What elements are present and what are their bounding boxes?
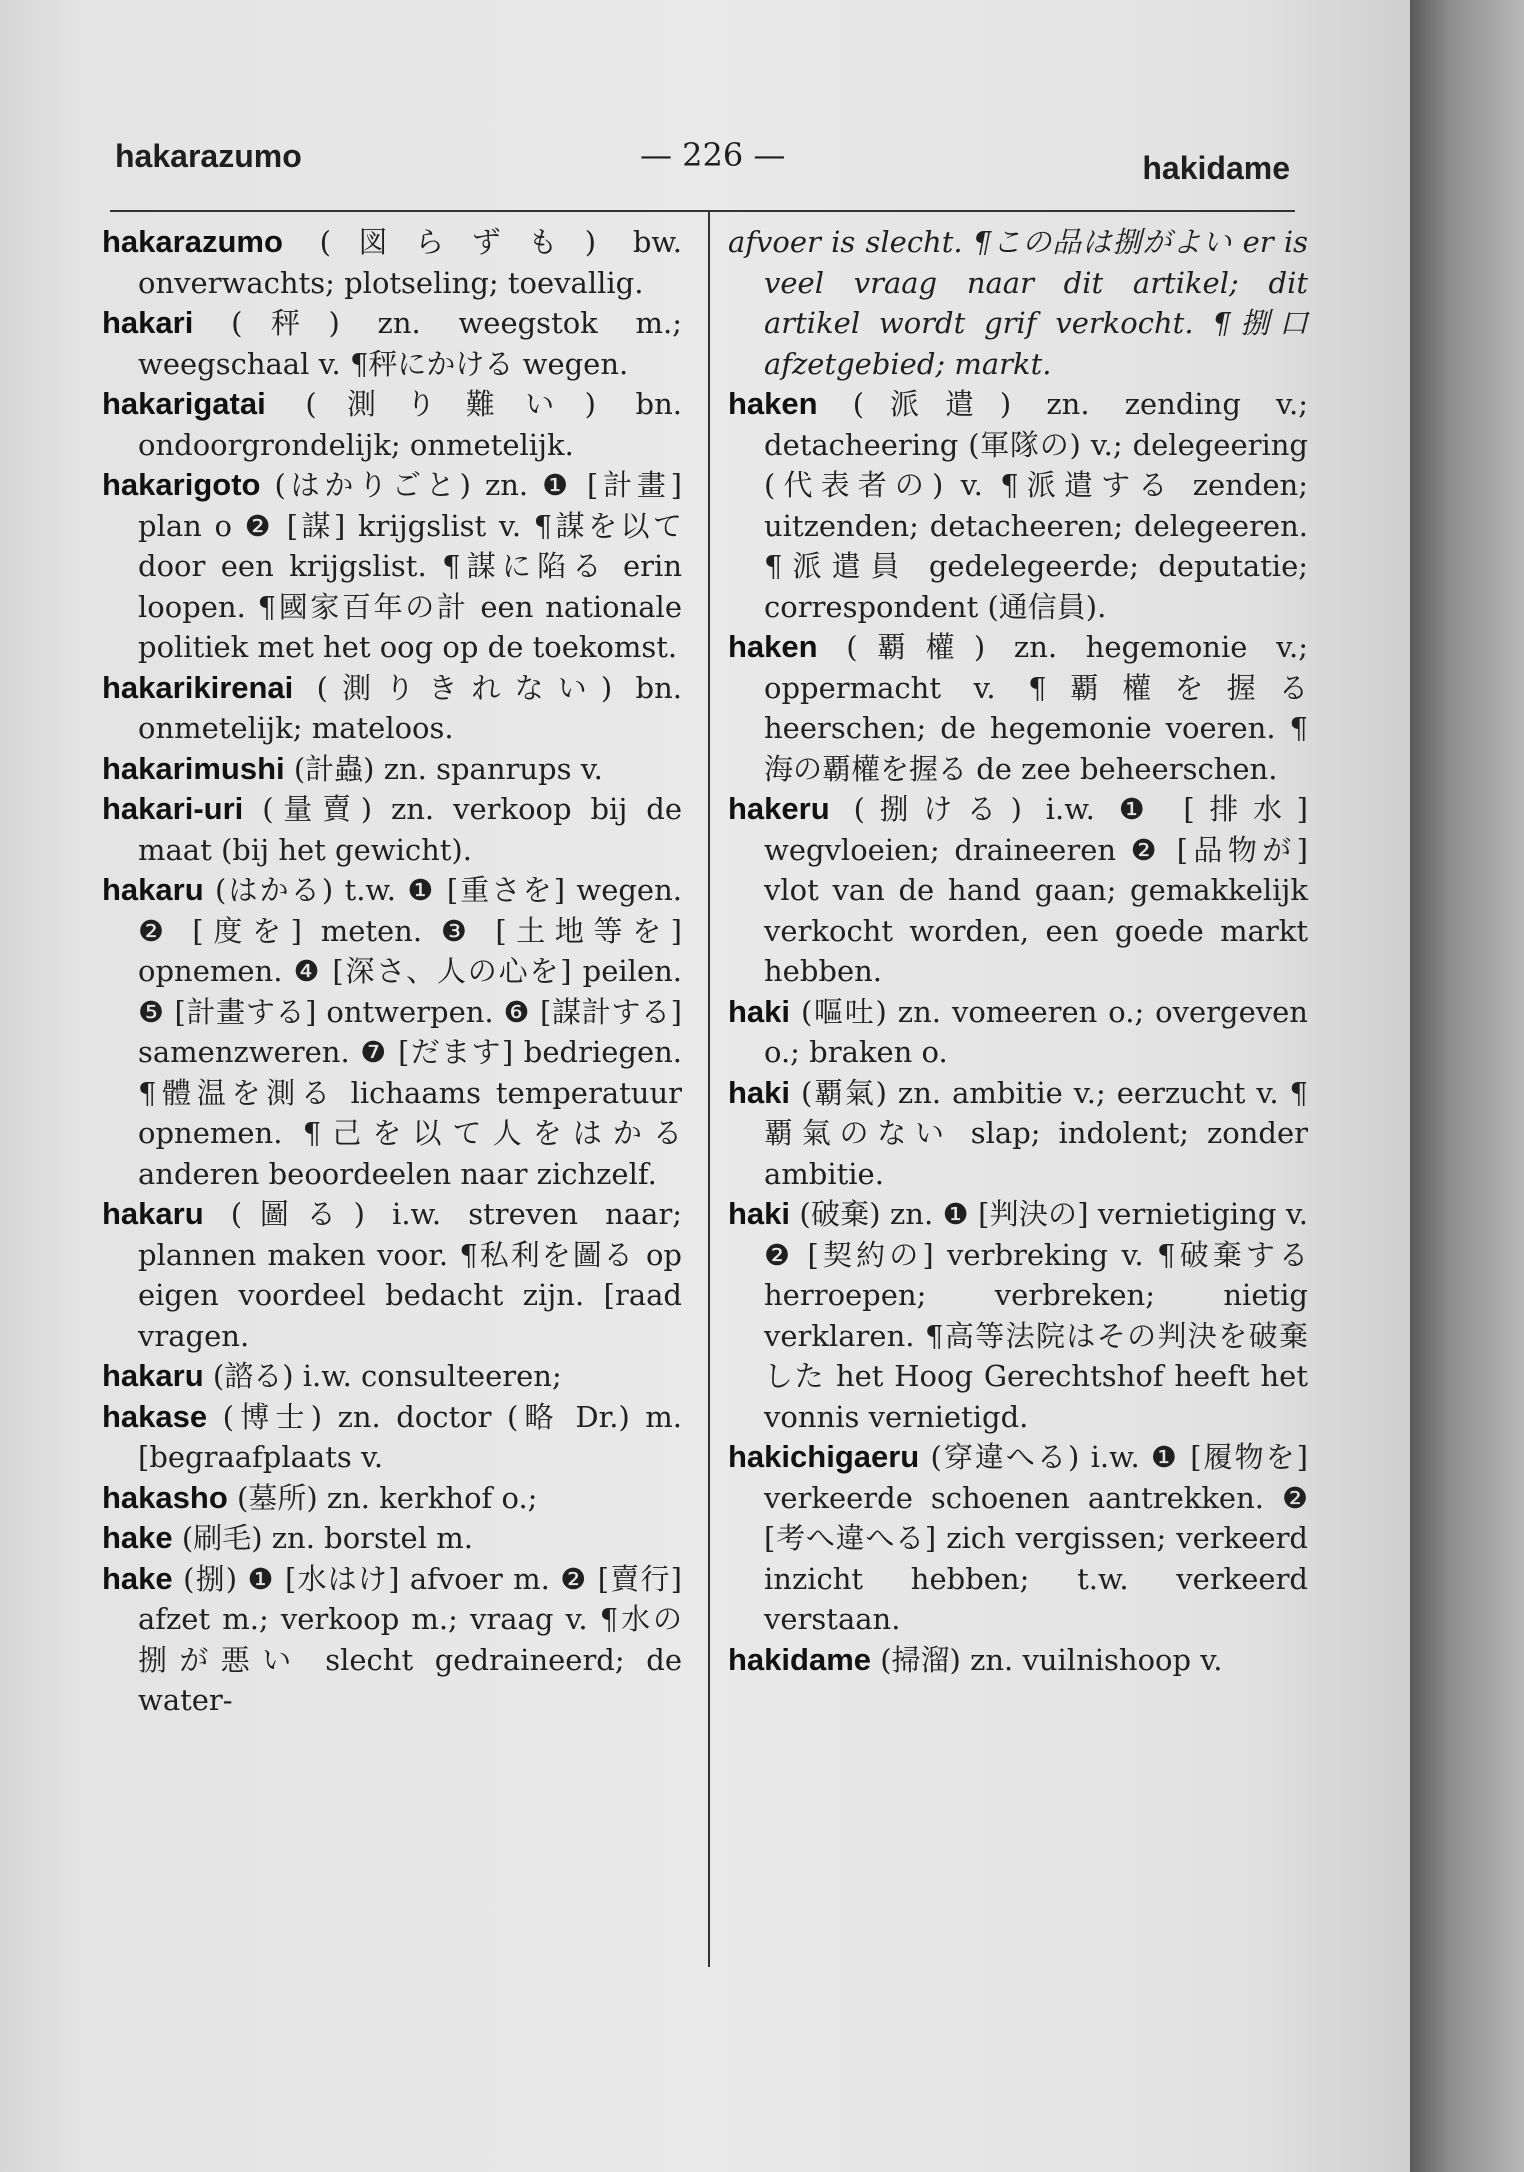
entry-definition: (諮る) i.w. consulteeren; [203,1359,562,1393]
dictionary-entry [102,1518,682,1559]
dictionary-entry [728,789,1308,992]
column-divider [708,212,710,1967]
entry-definition: (墓所) zn. kerkhof o.; [227,1480,538,1515]
entry-headword: hakarimushi [102,750,285,786]
dictionary-entry [102,384,682,465]
entry-headword: hakichigaeru [728,1439,920,1474]
right-column [728,222,1308,1680]
entry-definition: (覇氣) zn. ambitie v.; eerzucht v. ¶覇氣のない slap; indolent; zonder ambitie. [764,1075,1308,1191]
entry-headword: hake [102,1520,173,1555]
dictionary-entry [102,303,682,384]
entry-headword: haken [728,629,818,664]
dictionary-entry [102,1397,682,1478]
dictionary-entry [102,222,682,303]
entry-headword: hakarazumo [102,224,283,259]
dictionary-entry [102,1356,682,1397]
header-right-guide-word: hakidame [1142,150,1290,186]
dictionary-entry [728,1640,1308,1681]
entry-headword: hakasho [102,1479,228,1515]
entry-definition: (圖る) i.w. streven naar; plannen maken voor. ¶私利を圖る op eigen voordeel bedacht zijn. [raad vragen. [138,1197,682,1353]
entry-headword: hakaru [102,872,204,907]
entry-headword: hakase [102,1398,208,1434]
entry-headword: hakarigoto [102,467,261,502]
entry-headword: haken [728,386,818,421]
entry-definition: (図らずも) bw. onverwachts; plotseling; toevallig. [138,225,682,300]
dictionary-entry [102,789,682,870]
book-edge [1410,0,1524,2172]
dictionary-entry [102,1559,682,1721]
dictionary-entry [728,222,1308,384]
dictionary-entry [102,668,682,749]
dictionary-entry [728,992,1308,1073]
entry-definition: (量賣) zn. verkoop bij de maat (bij het gewicht). [138,792,682,867]
entry-definition: (派遣) zn. zending v.; detacheering (軍隊の) v.; delegeering (代表者の) v. ¶派遣する zenden; uitzenden; detacheeren; delegeeren. ¶派遣員 gedelegeerde; deputatie; correspondent (通信員). [764,387,1308,624]
dictionary-entry [102,465,682,668]
entry-definition: afvoer is slecht. ¶この品は捌がよい er is veel vraag naar dit artikel; dit artikel wordt grif verkocht. ¶捌口 afzetgebied; markt. [728,225,1308,381]
entry-definition: (刷毛) zn. borstel m. [172,1521,473,1555]
dictionary-entry [728,1194,1308,1437]
page-header [115,138,1290,188]
entry-definition: (はかる) t.w. ❶ [重さを] wegen. ❷ [度を] meten. ❸ [土地等を] opnemen. ❹ [深さ、人の心を] peilen. ❺ [計畫する] ontwerpen. ❻ [謀計する] samenzweren. ❼ [だます] bedriegen. ¶體温を測る lichaams temperatuur opnemen. ¶己を以て人をはかる anderen beoordeelen naar zichzelf. [138,873,682,1191]
entry-headword: hakarigatai [102,386,266,421]
entry-definition: (計蟲) zn. spanrups v. [284,751,603,786]
entry-headword: hake [102,1560,173,1596]
entry-headword: hakidame [728,1641,872,1677]
entry-headword: hakeru [728,791,830,826]
entry-definition: (捌ける) i.w. ❶ [排水] wegvloeien; draineeren ❷ [品物が] vlot van de hand gaan; gemakkelijk verkocht worden, een goede markt hebben. [764,792,1308,988]
entry-definition: (掃溜) zn. vuilnishoop v. [871,1642,1223,1677]
entry-headword: hakari-uri [102,791,244,826]
header-left-guide-word: hakarazumo [115,138,302,174]
dictionary-entry [102,749,682,790]
entry-definition: (測り難い) bn. ondoorgrondelijk; onmetelijk. [138,387,682,462]
entry-headword: haki [728,1196,791,1231]
entry-definition: (破棄) zn. ❶ [判決の] vernietiging v. ❷ [契約の] verbreking v. ¶破棄する herroepen; verbreken; nietig verklaren. ¶高等法院はその判決を破棄した het Hoog Gerechtshof heeft het vonnis vernietigd. [764,1197,1308,1434]
dictionary-entry [728,1437,1308,1640]
dictionary-entry [102,1478,682,1519]
header-rule [110,210,1295,212]
left-column [102,222,682,1721]
entry-headword: hakaru [102,1358,204,1393]
dictionary-entry [728,1073,1308,1195]
entry-definition: (測りきれない) bn. onmetelijk; mateloos. [138,670,682,745]
entry-definition: (捌) ❶ [水はけ] afvoer m. ❷ [賣行] afzet m.; verkoop m.; vraag v. ¶水の捌が悪い slecht gedraineerd; de water- [138,1561,682,1717]
entry-headword: hakari [102,305,194,340]
entry-headword: haki [728,993,791,1029]
entry-headword: haki [728,1074,791,1110]
entry-definition: (嘔吐) zn. vomeeren o.; overgeven o.; braken o. [764,994,1308,1069]
entry-definition: (秤) zn. weegstok m.; weegschaal v. ¶秤にかける wegen. [138,306,682,381]
dictionary-entry [728,627,1308,789]
dictionary-entry [102,870,682,1194]
entry-headword: hakaru [102,1196,204,1231]
entry-definition: (穿違へる) i.w. ❶ [履物を] verkeerde schoenen aantrekken. ❷ [考へ違へる] zich vergissen; verkeerd inzicht hebben; t.w. verkeerd verstaan. [764,1440,1308,1636]
page-number: — 226 — [640,136,786,174]
dictionary-entry [728,384,1308,627]
dictionary-entry [102,1194,682,1356]
entry-headword: hakarikirenai [102,669,294,705]
entry-definition: (覇權) zn. hegemonie v.; oppermacht v. ¶覇權を握る heerschen; de hegemonie voeren. ¶海の覇權を握る de zee beheerschen. [764,630,1308,786]
entry-definition: (博士) zn. doctor (略 Dr.) m. [begraafplaats v. [138,1399,682,1474]
entry-definition: (はかりごと) zn. ❶ [計畫] plan o ❷ [謀] krijgslist v. ¶謀を以て door een krijgslist. ¶謀に陷る erin loopen. ¶國家百年の計 een nationale politiek met het oog op de toekomst. [138,468,682,664]
